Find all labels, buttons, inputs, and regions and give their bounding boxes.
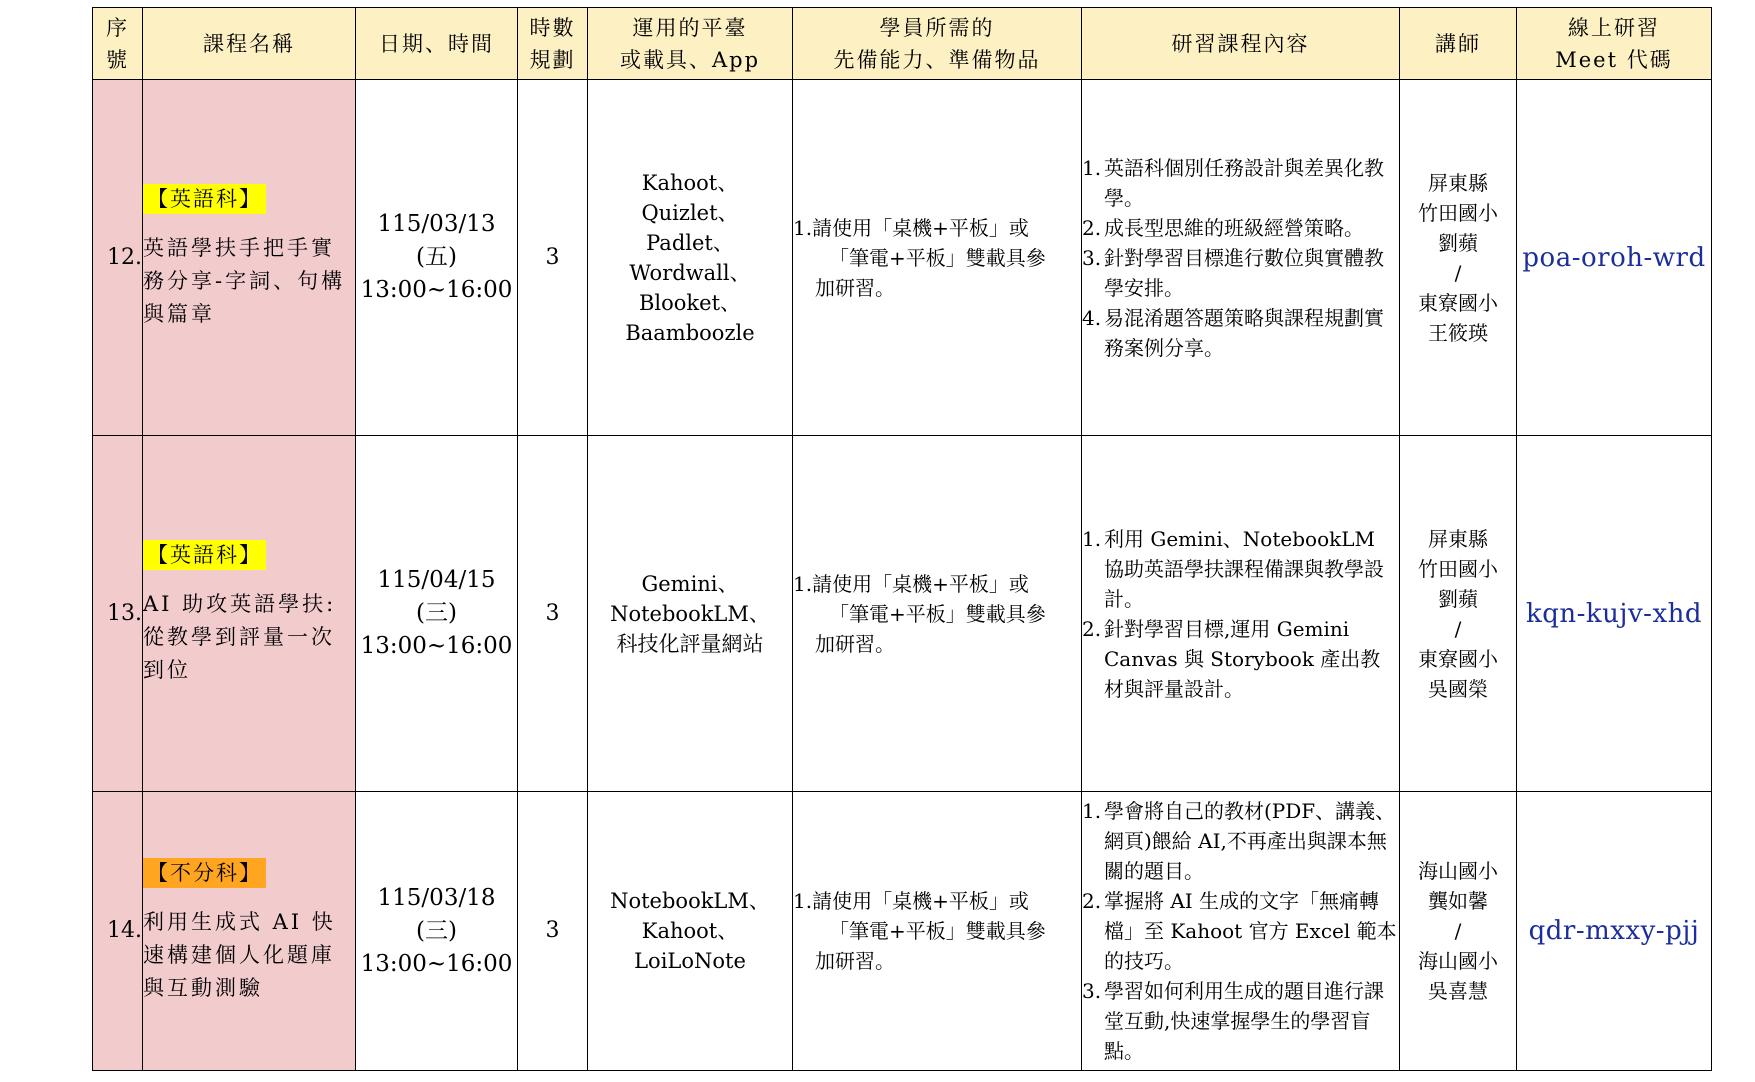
- tool-item: Wordwall、: [629, 260, 751, 285]
- weekday: (三): [416, 917, 457, 944]
- tool-item: Quizlet、: [641, 200, 739, 225]
- date-cell: [356, 436, 518, 792]
- prep-cell: 1.請使用「桌機+平板」或 「筆電+平板」雙載具參 加研習。: [793, 80, 1082, 436]
- content-item: 4. 易混淆題答題策略與課程規劃實務案例分享。: [1082, 305, 1384, 360]
- subject-badge: 【不分科】: [143, 858, 266, 888]
- tools-cell: [588, 792, 793, 1071]
- tool-item: Padlet、: [646, 230, 734, 255]
- tool-item: LoiLoNote: [634, 949, 746, 973]
- teacher-cell: 屏東縣 竹田國小 劉蘋 / 東寮國小 吳國榮: [1400, 436, 1517, 792]
- tool-item: Gemini、: [641, 571, 739, 596]
- teacher-cell: 屏東縣 竹田國小 劉蘋 / 東寮國小 王筱瑛: [1400, 80, 1517, 436]
- course-title: AI 助攻英語學扶:從教學到評量一次到位: [143, 592, 337, 682]
- prep-cell: 1.請使用「桌機+平板」或 「筆電+平板」雙載具參 加研習。: [793, 436, 1082, 792]
- content-item: 2. 針對學習目標,運用 Gemini Canvas 與 Storybook 產出教材與評量設計。: [1082, 616, 1381, 701]
- content-item: 1. 英語科個別任務設計與差異化教學。: [1082, 155, 1384, 210]
- course-cell: [143, 792, 356, 1071]
- date: 115/03/18: [377, 884, 496, 911]
- content-item: 2. 掌握將 AI 生成的文字「無痛轉檔」至 Kahoot 官方 Excel 範本的技巧。: [1082, 889, 1397, 973]
- table-row: [93, 80, 1712, 436]
- header-course: 課程名稱: [143, 8, 356, 80]
- hours-cell: 3: [518, 436, 588, 792]
- header-prereq: 學員所需的 先備能力、準備物品: [793, 8, 1082, 80]
- tools-cell: [588, 80, 793, 436]
- subject-badge: 【英語科】: [143, 184, 266, 214]
- tool-item: NotebookLM、: [610, 889, 770, 913]
- content-cell: [1082, 792, 1400, 1071]
- tools-cell: [588, 436, 793, 792]
- hours-cell: 3: [518, 80, 588, 436]
- header-seq: 序 號: [93, 8, 143, 80]
- weekday: (五): [416, 244, 457, 270]
- tool-item: Baamboozle: [625, 320, 755, 345]
- tool-item: NotebookLM、: [610, 601, 770, 626]
- tool-item: Blooket、: [638, 290, 742, 315]
- weekday: (三): [416, 600, 457, 626]
- header-content: 研習課程內容: [1082, 8, 1400, 80]
- time: 13:00~16:00: [360, 633, 513, 659]
- date: 115/04/15: [377, 567, 496, 593]
- header-datetime: 日期、時間: [356, 8, 518, 80]
- tool-item: Kahoot、: [641, 919, 739, 943]
- time: 13:00~16:00: [360, 277, 513, 303]
- course-cell: [143, 436, 356, 792]
- teacher-cell: 海山國小 龔如馨 / 海山國小 吳喜慧: [1400, 792, 1517, 1071]
- row-number: 13.: [93, 436, 143, 792]
- tool-item: 科技化評量網站: [616, 631, 764, 656]
- header-teacher: 講師: [1400, 8, 1517, 80]
- content-item: 3. 學習如何利用生成的題目進行課堂互動,快速掌握學生的學習盲點。: [1082, 979, 1384, 1063]
- subject-badge: 【英語科】: [143, 540, 266, 570]
- meet-code[interactable]: kqn-kujv-xhd: [1517, 436, 1712, 792]
- content-item: 2. 成長型思維的班級經營策略。: [1082, 215, 1364, 240]
- header-hours: 時數 規劃: [518, 8, 588, 80]
- content-item: 3. 針對學習目標進行數位與實體教學安排。: [1082, 245, 1384, 300]
- course-cell: [143, 80, 356, 436]
- row-number: 14.: [93, 792, 143, 1071]
- header-meet: 線上研習 Meet 代碼: [1517, 8, 1712, 80]
- date-cell: [356, 80, 518, 436]
- time: 13:00~16:00: [360, 950, 513, 977]
- header-platform: 運用的平臺 或載具、App: [588, 8, 793, 80]
- date-cell: [356, 792, 518, 1071]
- header-row: [93, 8, 1712, 80]
- content-cell: [1082, 436, 1400, 792]
- content-cell: [1082, 80, 1400, 436]
- meet-code[interactable]: qdr-mxxy-pjj: [1517, 792, 1712, 1071]
- course-title: 利用生成式 AI 快速構建個人化題庫與互動測驗: [143, 909, 336, 1000]
- table-row: [93, 792, 1712, 1071]
- tool-item: Kahoot、: [641, 170, 739, 195]
- meet-code[interactable]: poa-oroh-wrd: [1517, 80, 1712, 436]
- table-row: [93, 436, 1712, 792]
- date: 115/03/13: [377, 211, 496, 237]
- prep-cell: 1.請使用「桌機+平板」或 「筆電+平板」雙載具參 加研習。: [793, 792, 1082, 1071]
- course-schedule-table: [92, 7, 1712, 1071]
- hours-cell: 3: [518, 792, 588, 1071]
- content-item: 1. 學會將自己的教材(PDF、講義、網頁)餵給 AI,不再產出與課本無關的題目。: [1082, 799, 1396, 883]
- content-item: 1. 利用 Gemini、NotebookLM 協助英語學扶課程備課與教學設計。: [1082, 526, 1384, 611]
- course-title: 英語學扶手把手實務分享-字詞、句構與篇章: [143, 236, 346, 326]
- row-number: 12.: [93, 80, 143, 436]
